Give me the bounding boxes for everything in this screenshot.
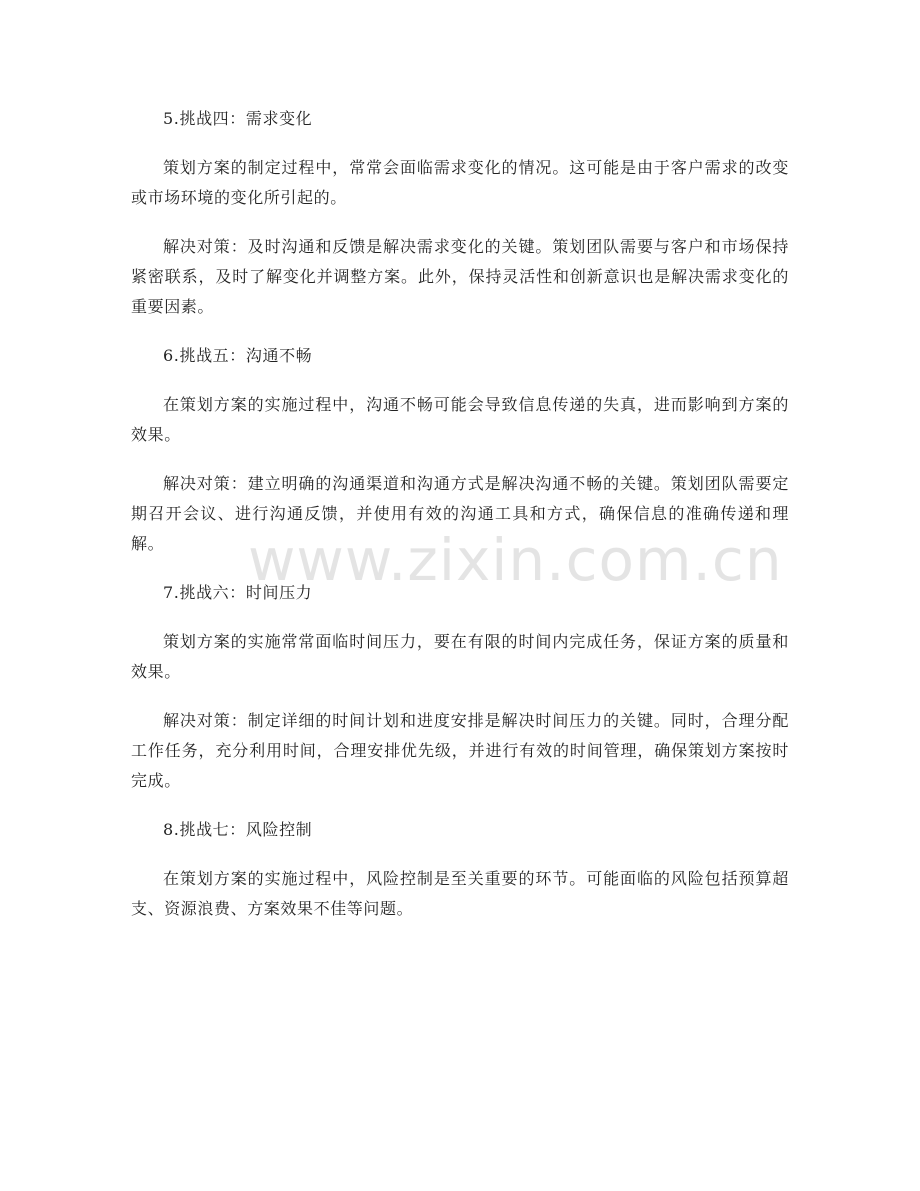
paragraph: 解决对策：及时沟通和反馈是解决需求变化的关键。策划团队需要与客户和市场保持紧密联系，及时了解变化并调整方案。此外，保持灵活性和创新意识也是解决需求变化的重要因素。 xyxy=(131,237,789,316)
section-heading: 5.挑战四：需求变化 xyxy=(163,109,313,128)
watermark-text: www.zixin.com.cn xyxy=(248,526,783,594)
paragraph: 在策划方案的实施过程中，沟通不畅可能会导致信息传递的失真，进而影响到方案的效果。 xyxy=(131,395,789,444)
document-body xyxy=(131,104,789,924)
paragraph: 解决对策：制定详细的时间计划和进度安排是解决时间压力的关键。同时，合理分配工作任务，充分利用时间，合理安排优先级，并进行有效的时间管理，确保策划方案按时完成。 xyxy=(131,711,789,790)
paragraph: 解决对策：建立明确的沟通渠道和沟通方式是解决沟通不畅的关键。策划团队需要定期召开会议、进行沟通反馈，并使用有效的沟通工具和方式，确保信息的准确传递和理解。 xyxy=(131,474,789,553)
paragraph: 策划方案的制定过程中，常常会面临需求变化的情况。这可能是由于客户需求的改变或市场环境的变化所引起的。 xyxy=(131,158,789,207)
paragraph: 在策划方案的实施过程中，风险控制是至关重要的环节。可能面临的风险包括预算超支、资源浪费、方案效果不佳等问题。 xyxy=(131,869,789,918)
paragraph: 策划方案的实施常常面临时间压力，要在有限的时间内完成任务，保证方案的质量和效果。 xyxy=(131,632,789,681)
section-heading: 8.挑战七：风险控制 xyxy=(163,820,313,839)
section-heading: 6.挑战五：沟通不畅 xyxy=(163,346,313,365)
section-heading: 7.挑战六：时间压力 xyxy=(163,583,313,602)
